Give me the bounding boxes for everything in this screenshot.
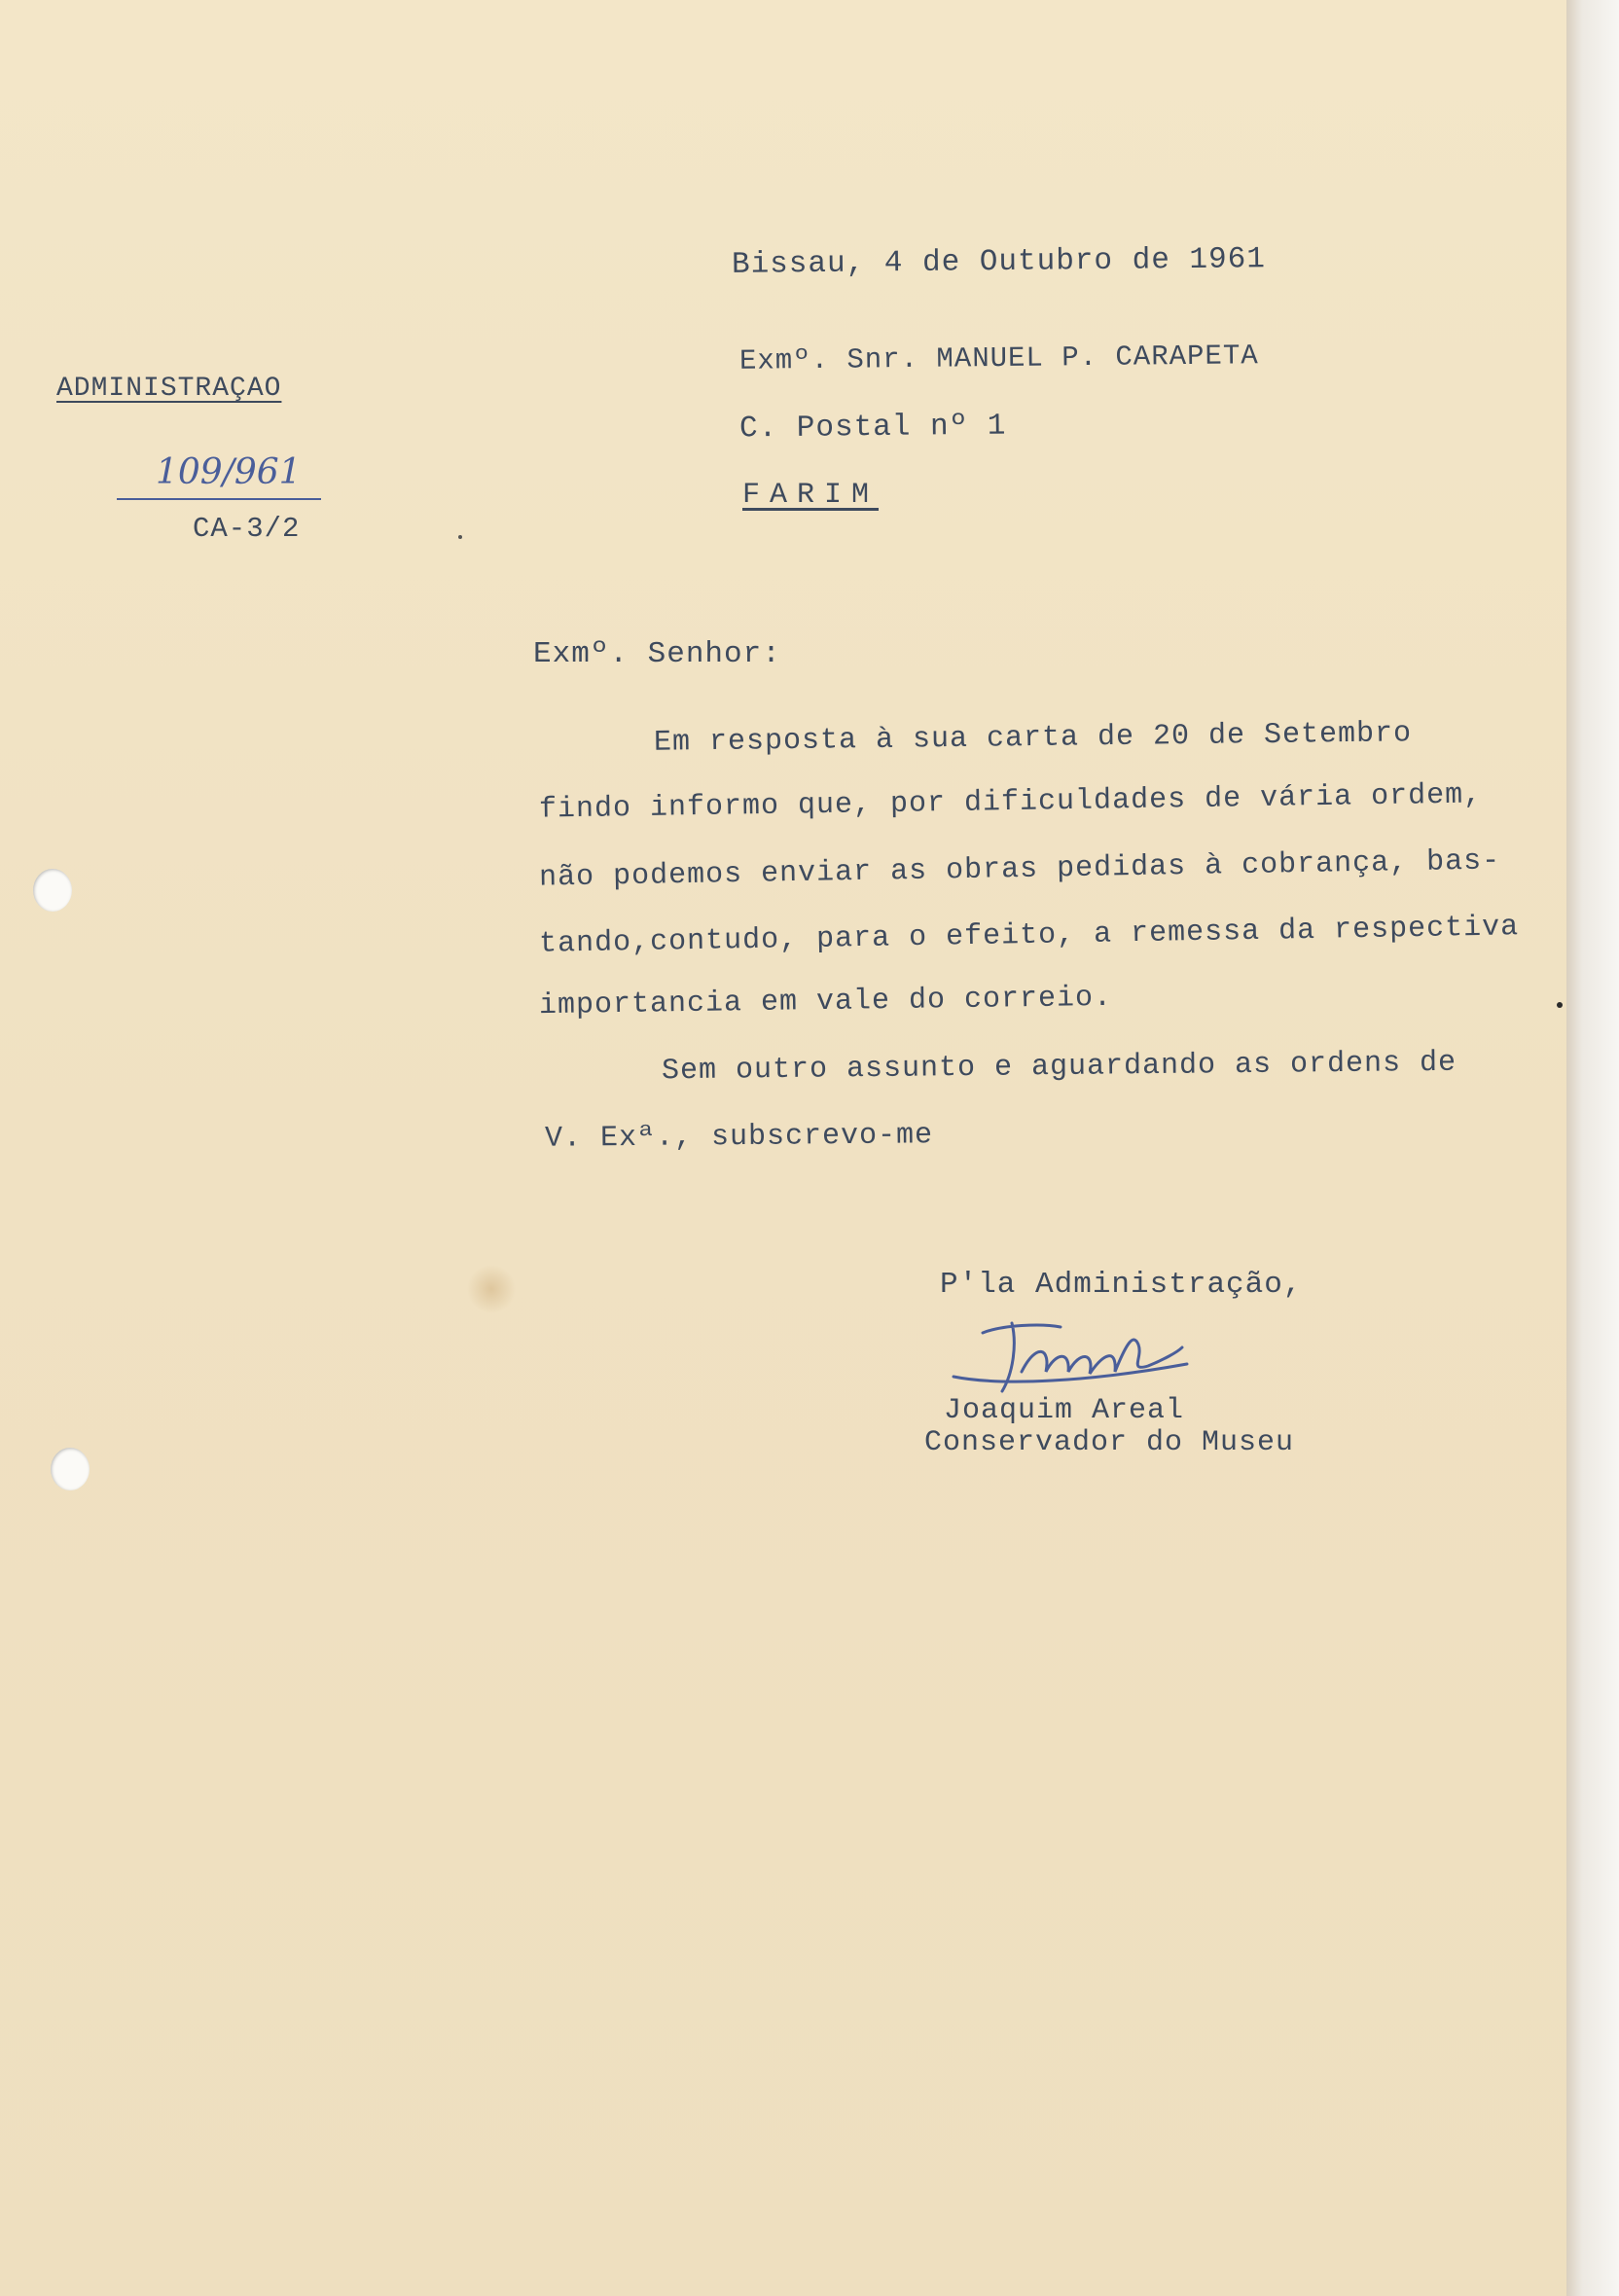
sign-off: P'la Administração,	[940, 1268, 1303, 1302]
signatory-title: Conservador do Museu	[924, 1426, 1295, 1459]
punch-hole-icon	[33, 869, 72, 912]
postal-box: C. Postal nº 1	[738, 409, 1007, 447]
paper-stain	[467, 1265, 516, 1313]
ink-speck	[458, 535, 462, 539]
salutation: Exmº. Senhor:	[533, 637, 781, 671]
destination-city: FARIM	[742, 479, 880, 512]
body-line: findo informo que, por dificuldades de vária ordem,	[538, 778, 1483, 827]
ink-speck	[1557, 1002, 1563, 1008]
punch-hole-icon	[51, 1448, 90, 1490]
body-line: não podemos enviar as obras pedidas à cobrança, bas-	[538, 844, 1501, 895]
recipient-line: Exmº. Snr. MANUEL P. CARAPETA	[738, 340, 1259, 377]
department-heading: ADMINISTRAÇAO	[56, 374, 282, 404]
closing-line: V. Exª., subscrevo-me	[544, 1119, 934, 1156]
place-date: Bissau, 4 de Outubro de 1961	[731, 242, 1267, 282]
signatory-name: Joaquim Areal	[944, 1394, 1185, 1427]
closing-line: Sem outro assunto e aguardando as ordens de	[661, 1046, 1457, 1089]
reference-code: CA-3/2	[193, 513, 301, 545]
body-line: tando,contudo, para o efeito, a remessa da respectiva	[538, 911, 1520, 961]
body-line: Em resposta à sua carta de 20 de Setembro	[653, 717, 1413, 760]
scan-edge	[1566, 0, 1619, 2296]
body-line: importancia em vale do correio.	[538, 981, 1113, 1023]
reference-number: 109/961	[156, 452, 302, 492]
reference-underline	[117, 498, 321, 500]
